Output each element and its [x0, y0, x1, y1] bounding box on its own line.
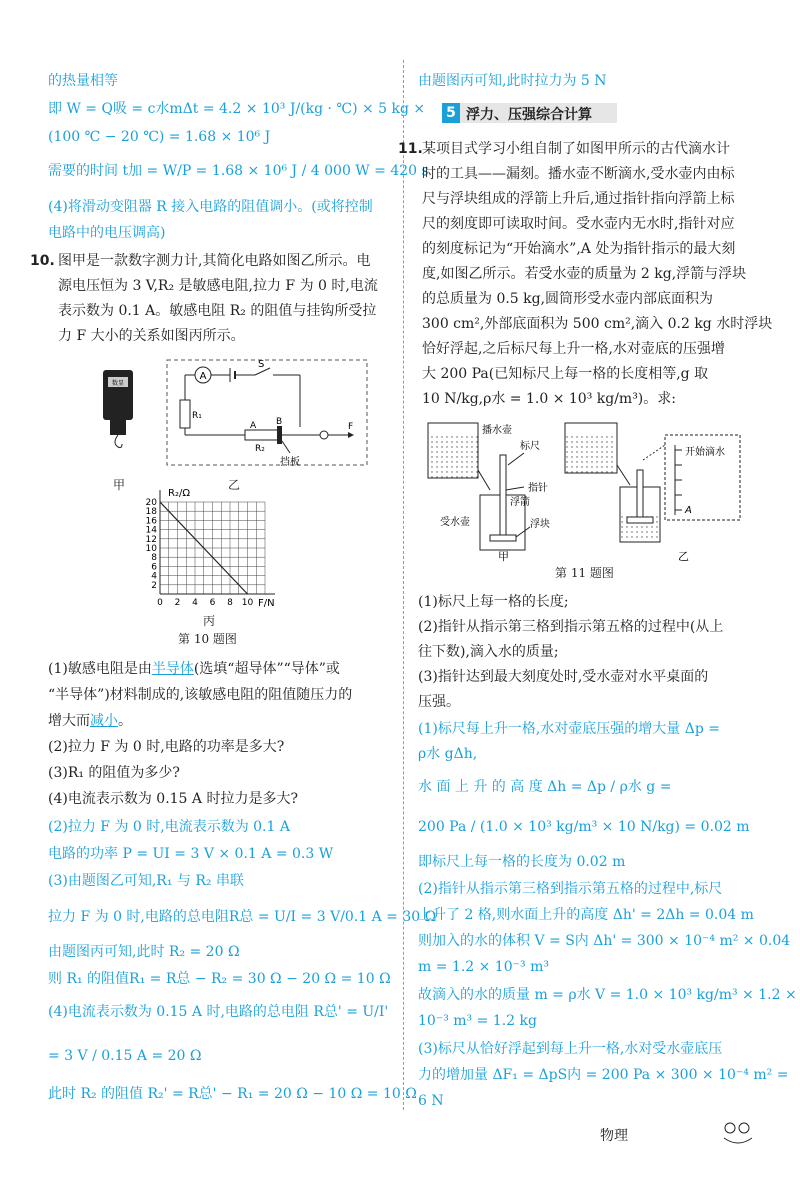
question-number: 10. — [30, 253, 55, 269]
answer-line: 拉力 F 为 0 时,电路的总电阻R总 = U/I = 3 V/0.1 A = 30 Ω — [48, 909, 437, 925]
graph-r2-vs-f — [130, 482, 290, 612]
y-tick-label: 14 — [145, 525, 157, 536]
subquestion-2: (2)拉力 F 为 0 时,电路的功率是多大? — [48, 739, 285, 755]
subquestion-4: (4)电流表示数为 0.15 A 时拉力是多大? — [48, 791, 298, 807]
logo-icon — [718, 1118, 758, 1148]
question-text: 的刻度标记为“开始滴水”,A 处为指针指示的最大刻 — [422, 241, 736, 257]
answer-line: 200 Pa / (1.0 × 10³ kg/m³ × 10 N/kg) = 0.02 m — [418, 819, 750, 835]
question-text: 300 cm²,外部底面积为 500 cm²,滴入 0.2 kg 水时浮块 — [422, 316, 773, 332]
float-block — [490, 535, 516, 541]
subquestion-1: (1)标尺上每一格的长度; — [418, 594, 569, 610]
question-text: 度,如图乙所示。若受水壶的质量为 2 kg,浮箭与浮块 — [422, 266, 747, 282]
ammeter-label: A — [199, 371, 207, 382]
text-line: (100 ℃ − 20 ℃) = 1.68 × 10⁶ J — [48, 129, 271, 145]
label-receiving-pot: 受水壶 — [440, 517, 470, 528]
force-meter-device — [103, 370, 133, 448]
baffle-label: 挡板 — [280, 457, 300, 468]
answer-line: (4)电流表示数为 0.15 A 时,电路的总电阻 R总' = U/I' — [48, 1004, 389, 1020]
question-text: 恰好浮起,之后标尺每上升一格,水对壶底的压强增 — [422, 341, 725, 357]
answer-line: 则 R₁ 的阻值R₁ = R总 − R₂ = 30 Ω − 20 Ω = 10 Ω — [48, 971, 391, 987]
a-end-label: A — [250, 421, 257, 431]
question-text: 表示数为 0.1 A。敏感电阻 R₂ 的阻值与挂钩所受拉 — [58, 303, 377, 319]
y-tick-label: 12 — [145, 534, 157, 545]
scale-rod — [500, 455, 506, 540]
x-tick-label: 10 — [241, 598, 254, 608]
r2-label: R₂ — [255, 444, 265, 454]
figure-11-water-clock — [420, 415, 755, 565]
label-float-block: 浮块 — [530, 519, 550, 530]
text-line: 需要的时间 t加 = W/P = 1.68 × 10⁶ J / 4 000 W = 420 s — [48, 163, 429, 179]
figure-label-yi: 乙 — [678, 550, 689, 563]
question-text: 大 200 Pa(已知标尺上每一格的长度相等,g 取 — [422, 366, 709, 382]
question-text: 时的工具——漏刻。播水壶不断滴水,受水壶内由标 — [422, 166, 735, 182]
question-text: 源电压恒为 3 V,R₂ 是敏感电阻,拉力 F 为 0 时,电流 — [58, 278, 378, 294]
y-axis-label: R₂/Ω — [168, 488, 190, 499]
answer-line: = 3 V / 0.15 A = 20 Ω — [48, 1048, 202, 1064]
section-header — [442, 103, 617, 123]
x-tick-label: 0 — [157, 598, 163, 608]
text-line: 电路中的电压调高) — [48, 225, 166, 241]
question-text: 某项目式学习小组自制了如图甲所示的古代滴水计 — [422, 141, 730, 157]
subquestion-1: (1)敏感电阻是由半导体(选填“超导体”“导体”或 — [48, 661, 340, 677]
answer-line: 则加入的水的体积 V = S内 Δh' = 300 × 10⁻⁴ m² × 0.04 — [418, 933, 791, 949]
subquestion-1-cont: 增大而减小。 — [48, 713, 132, 729]
section-number: 5 — [442, 103, 460, 123]
y-tick-label: 8 — [151, 553, 157, 564]
footer-subject: 物理 — [600, 1128, 628, 1144]
question-text: 尺的刻度即可读取时间。受水壶内无水时,指针对应 — [422, 216, 735, 232]
x-tick-label: 4 — [192, 598, 198, 608]
figure-label-bing: 丙 — [203, 614, 216, 628]
device-label: 数显 — [111, 380, 125, 387]
resistor-r1 — [180, 400, 190, 428]
answer-line: 此时 R₂ 的阻值 R₂' = R总' − R₁ = 20 Ω − 10 Ω = 10 Ω — [48, 1086, 417, 1102]
answer-line: (2)指针从指示第三格到指示第五格的过程中,标尺 — [418, 881, 723, 897]
y-tick-label: 2 — [151, 580, 157, 591]
text-line: (4)将滑动变阻器 R 接入电路的阻值调小。(或将控制 — [48, 199, 373, 215]
text-line: 即 W = Q吸 = c水mΔt = 4.2 × 10³ J/(kg · ℃) × 5 kg × — [48, 101, 426, 117]
label-pointer: 指针 — [528, 483, 548, 494]
label-drip-pot: 播水壶 — [482, 425, 512, 436]
answer-line: 故滴入的水的质量 m = ρ水 V = 1.0 × 10³ kg/m³ × 1.2 × — [418, 987, 797, 1003]
subquestion-3: (3)指针达到最大刻度处时,受水壶对水平桌面的 — [418, 669, 709, 685]
answer-line: 电路的功率 P = UI = 3 V × 0.1 A = 0.3 W — [48, 846, 334, 862]
subquestion-3: (3)R₁ 的阻值为多少? — [48, 765, 180, 781]
text-line: 的热量相等 — [48, 73, 118, 89]
y-tick-label: 10 — [145, 544, 157, 554]
x-tick-label: 6 — [209, 598, 216, 608]
y-tick-label: 20 — [145, 498, 157, 508]
question-text: 10 N/kg,ρ水 = 1.0 × 10³ kg/m³)。求: — [422, 391, 676, 407]
answer-line: 由题图丙可知,此时拉力为 5 N — [418, 73, 607, 89]
graph-grid — [160, 502, 265, 594]
answer-line: 力的增加量 ΔF₁ = ΔpS内 = 200 Pa × 300 × 10⁻⁴ m² = — [418, 1067, 789, 1083]
question-text: 力 F 大小的关系如图丙所示。 — [58, 328, 245, 344]
question-text: 图甲是一款数字测力计,其简化电路如图乙所示。电 — [58, 253, 371, 269]
label-scale: 标尺 — [520, 441, 540, 452]
answer-line: (3)标尺从恰好浮起到每上升一格,水对受水壶底压 — [418, 1041, 723, 1057]
answer-line: 由题图丙可知,此时 R₂ = 20 Ω — [48, 944, 240, 960]
answer-line: 水 面 上 升 的 高 度 Δh = Δp / ρ水 g = — [418, 779, 672, 795]
graph-ticks — [146, 498, 254, 608]
section-title: 浮力、压强综合计算 — [466, 107, 592, 123]
figure-10-circuit — [90, 355, 380, 475]
figure-caption: 第 11 题图 — [555, 566, 614, 580]
r1-label: R₁ — [192, 411, 202, 421]
figure-label-jia: 甲 — [113, 478, 126, 492]
switch-label: S — [258, 359, 265, 370]
answer-line: 10⁻³ m³ = 1.2 kg — [418, 1013, 537, 1029]
label-a: A — [685, 505, 692, 516]
answer-line: 即标尺上每一格的长度为 0.02 m — [418, 854, 626, 870]
label-start-drip: 开始滴水 — [685, 447, 725, 458]
x-axis-label: F/N — [258, 598, 275, 609]
question-text: 尺与浮块组成的浮箭上升后,通过指针指向浮箭上标 — [422, 191, 735, 207]
answer-line: ρ水 gΔh, — [418, 746, 478, 762]
force-label: F — [348, 422, 354, 432]
figure-caption: 第 10 题图 — [178, 632, 237, 646]
answer-line: 6 N — [418, 1093, 444, 1109]
answer-line: (1)标尺每上升一格,水对壶底压强的增大量 Δp = — [418, 721, 720, 737]
x-tick-label: 8 — [227, 598, 233, 608]
question-number: 11. — [398, 141, 423, 157]
y-tick-label: 18 — [145, 507, 157, 518]
resistor-r2 — [245, 430, 280, 440]
text-line: “半导体”)材料制成的,该敏感电阻的阻值随压力的 — [48, 687, 353, 703]
y-tick-label: 4 — [151, 571, 157, 582]
subquestion-3-cont: 压强。 — [418, 694, 460, 710]
label-float-arrow: 浮箭 — [510, 497, 530, 508]
answer-line: 上升了 2 格,则水面上升的高度 Δh' = 2Δh = 0.04 m — [418, 907, 754, 923]
answer-line: m = 1.2 × 10⁻³ m³ — [418, 959, 549, 975]
answer-blank-1: 半导体 — [151, 661, 194, 677]
column-divider — [403, 60, 404, 1110]
y-tick-label: 16 — [145, 516, 157, 527]
figure-label-jia: 甲 — [498, 550, 509, 563]
x-tick-label: 2 — [174, 598, 181, 608]
answer-line: (2)拉力 F 为 0 时,电流表示数为 0.1 A — [48, 819, 290, 835]
y-tick-label: 6 — [151, 562, 157, 573]
answer-blank-2: 减小 — [90, 713, 118, 729]
subquestion-2-cont: 往下数),滴入水的质量; — [418, 644, 559, 660]
answer-line: (3)由题图乙可知,R₁ 与 R₂ 串联 — [48, 873, 244, 889]
b-end-label: B — [276, 417, 283, 427]
question-text: 的总质量为 0.5 kg,圆筒形受水壶内部底面积为 — [422, 291, 714, 307]
figure-label-yi: 乙 — [228, 478, 241, 492]
subquestion-2: (2)指针从指示第三格到指示第五格的过程中(从上 — [418, 619, 724, 635]
